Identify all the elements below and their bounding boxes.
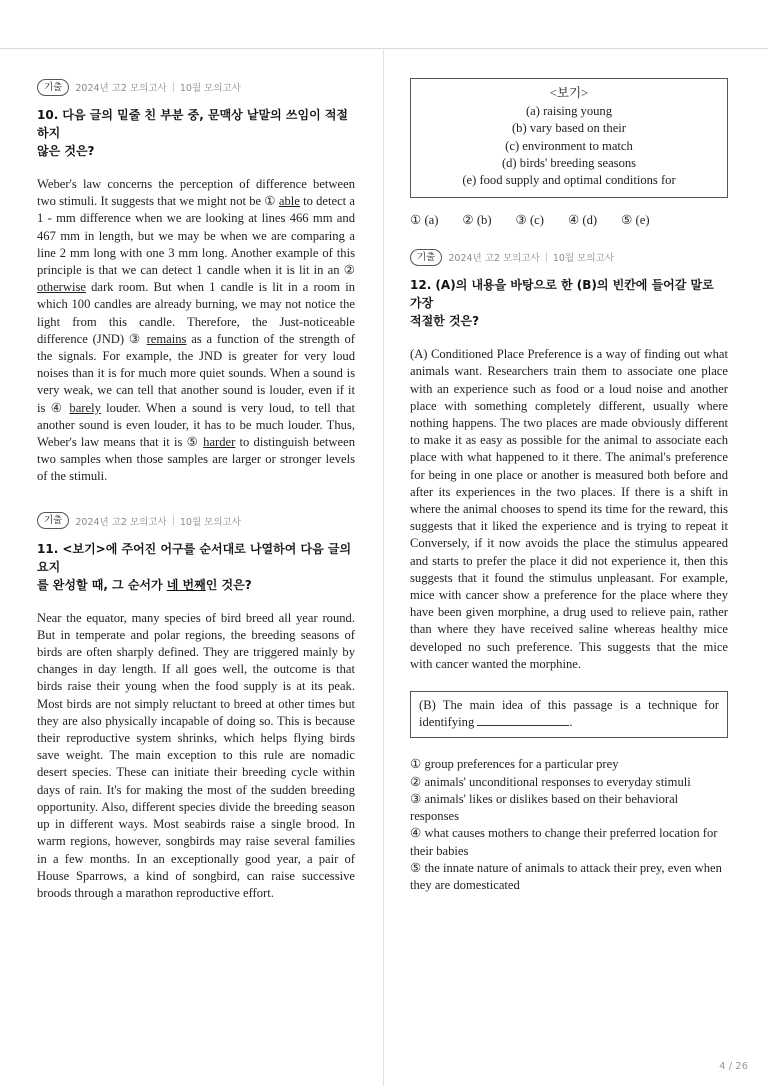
q10-title-line1: 10. 다음 글의 밑줄 친 부분 중, 문맥상 낱말의 쓰임이 적절하지: [37, 108, 349, 140]
meta-separator: |: [171, 81, 175, 93]
q10-underline-1: able: [278, 194, 300, 209]
q12-title: [410, 276, 728, 330]
q10-underline-5: harder: [203, 435, 236, 450]
exam-month: 10월 모의고사: [179, 516, 241, 528]
past-exam-badge: 기출: [37, 79, 69, 96]
q10-passage: [37, 176, 355, 486]
q10-text-4: as a function of the strength of the signals. For example, the JND is greater for very loud noises than it is for much more quiet sounds. When a sound is very weak, we can tell that another sound is louder, even if it is ④: [37, 331, 355, 415]
q11-title: [37, 540, 355, 594]
bogi-title: <보기>: [549, 86, 589, 100]
q12-option-2[interactable]: ② animals' unconditional responses to everyday stimuli: [410, 774, 691, 789]
q11-choice-4[interactable]: ④ (d): [567, 213, 598, 228]
exam-year: 2024년 고2 모의고사: [75, 83, 167, 94]
bogi-item-a: (a) raising young: [525, 104, 613, 119]
q10-text-5: louder. When a sound is very loud, to tell that another sound is even louder, it has to be much louder. Thus, Weber's law means that it is ⑤: [37, 400, 355, 450]
column-divider: [383, 48, 384, 1086]
bogi-item-d: (d) birds' breeding seasons: [501, 155, 637, 170]
q10-text-6: to distinguish between two samples when those samples are larger or stronger levels of the stimuli.: [37, 435, 356, 484]
q10-title: [37, 106, 355, 160]
bogi-box: [410, 78, 728, 198]
q11-choice-1[interactable]: ① (a): [410, 213, 439, 228]
q11-title-line2: [37, 576, 355, 594]
exam-year: 2024년 고2 모의고사: [75, 516, 167, 528]
q12-option-5[interactable]: ⑤ the innate nature of animals to attack their prey, even when they are domesticated: [410, 860, 722, 892]
left-column: [37, 78, 355, 902]
q11-choice-2[interactable]: ② (b): [462, 213, 492, 228]
q10-underline-2: otherwise: [37, 280, 86, 295]
past-exam-badge: 기출: [37, 512, 69, 529]
meta-separator: |: [544, 251, 548, 263]
bogi-item-b: (b) vary based on their: [511, 121, 626, 136]
spacer: [37, 486, 355, 512]
bogi-item-c: (c) environment to match: [505, 138, 633, 153]
q10-underline-4: barely: [69, 400, 101, 415]
q11-title-underline: 네 번째: [166, 577, 206, 592]
right-column: [410, 78, 728, 894]
q11-title-line1: 11. <보기>에 주어진 어구를 순서대로 나열하여 다음 글의 요지: [37, 541, 352, 574]
past-exam-badge: 기출: [410, 249, 442, 266]
q12-summary-box: [410, 691, 728, 738]
q11-choice-5[interactable]: ⑤ (e): [621, 213, 650, 228]
q12-meta: [410, 248, 728, 266]
q10-title-line2: 않은 것은?: [37, 144, 95, 158]
q11-choice-3[interactable]: ③ (c): [515, 213, 544, 228]
bogi-item-e: (e) food supply and optimal conditions for: [462, 173, 676, 188]
meta-separator: |: [171, 515, 175, 527]
exam-year: 2024년 고2 모의고사: [448, 253, 540, 265]
q10-underline-3: remains: [146, 331, 187, 346]
q12-option-1[interactable]: ① group preferences for a particular prey: [410, 757, 619, 772]
q11-title-part-b: 인 것은?: [205, 577, 252, 592]
q12-summary-end: .: [569, 715, 573, 730]
q12-passage: (A) Conditioned Place Preference is a way of finding out what animals want. Researchers train them to associate one place with an experience such as food or a loud noise and another place with something completely different, usually where nothing happens. The two places are made obviously different to make it as easy as possible for the animal to associate each place with what happened to it there. The animal's preference for being in one place or another is measured both before and after its experiences in the two places. If there is a shift in where the animal chooses to spend its time for the reward, this suggests that it liked the experience and is trying to repeat it Conversely, if it now avoids the place the stimulus appeared and starts to prefer the place it did not experience it, then this suggests that it found the stimulus unpleasant. For example, mice with cancer show a preference for the place where they have been given morphine, a drug used to relieve pain, rather than where they have received saline whereas healthy mice developed no such preference. This suggests that the mice with cancer wanted the morphine.: [410, 347, 728, 671]
q11-title-part-a: 를 완성할 때, 그 순서가: [37, 577, 167, 592]
q11-choices: [410, 212, 728, 228]
q10-text-2: to detect a 1 - mm difference when we are looking at lines 466 mm and 467 mm in length, but we may be when we are comparing a line 2 mm long with one 3 mm long. Another example of this principle is that we can detect 1 candle when it is lit in an ②: [37, 194, 355, 278]
q12-title-line1: 12. (A)의 내용을 바탕으로 한 (B)의 빈칸에 들어갈 말로 가장: [410, 278, 714, 311]
q12-summary-text: (B) The main idea of this passage is a technique for identifying: [419, 698, 719, 730]
q12-option-4[interactable]: ④ what causes mothers to change their preferred location for their babies: [410, 826, 718, 858]
answer-blank: [477, 715, 569, 726]
page-number: 4 / 26: [719, 1061, 748, 1072]
q12-title-line2: 적절한 것은?: [410, 314, 480, 329]
exam-month: 10월 모의고사: [552, 253, 614, 265]
q11-passage: Near the equator, many species of bird breed all year round. But in temperate and polar regions, the breeding seasons of birds are often sharply defined. They are triggered mainly by changes in day length. If all goes well, the outcome is that birds raise their young when the food supply is at its peak. Most birds are not simply reluctant to breed at other times but they are also physically incapable of doing so. This is because their reproductive system shrinks, which helps flying birds save weight. The main exception to this rule are nomadic desert species. These can initiate their breeding cycle within days of rain. It's for making the most of the sudden breeding opportunity. Also, different species divide the breeding season up in different ways. Most seabirds raise a single brood. In warm regions, however, songbirds may raise several families in a few months. In an exceptionally good year, a pair of House Sparrows, a kind of songbird, can raise successive broods through a marathon reproductive effort.: [37, 610, 355, 900]
q10-text-1: Weber's law concerns the perception of difference between two stimuli. It suggests that we might not be ①: [37, 177, 355, 209]
q12-option-3[interactable]: ③ animals' likes or dislikes based on their behavioral responses: [410, 791, 679, 824]
q10-meta: [37, 78, 355, 96]
exam-month: 10월 모의고사: [179, 83, 241, 94]
header-divider: [0, 48, 768, 49]
q11-meta: [37, 512, 355, 530]
q10-text-3: dark room. But when 1 candle is lit in a room in which 100 candles are already burning, we may not notice the light from this candle. Therefore, the Just-noticeable difference (JND) ③: [37, 280, 355, 346]
